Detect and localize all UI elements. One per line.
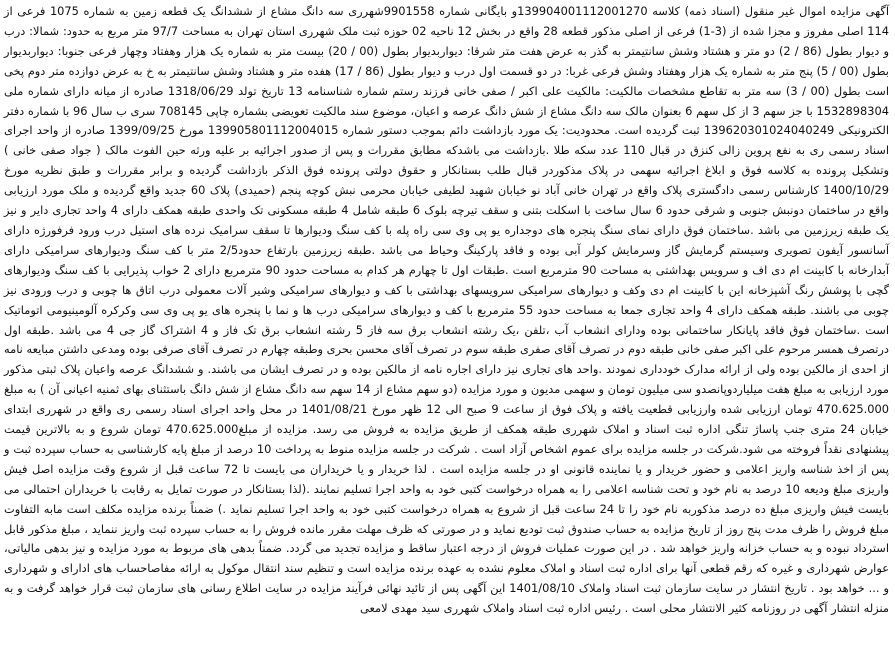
auction-notice-text: آگهی مزایده اموال غیر منقول (اسناد ذمه) کلاسه 139904001112001270و بایگانی شماره 9901558شهرری سه دانگ مشاع از ششدانگ یک قطعه زمین به شماره 1075 فرعی از 114 اصلی مفروز و مجزا شده از (3-1) فرعی از اصلی مذکور قطعه 28 واقع در بخش 12 ناحیه 02 حوزه ثبت ملک شهرری استان تهران به مساحت 97/7 متر مربع به حدود: شمالا: درب و دیوار بطول (86 / 2) دو متر و هشتاد وشش سانتیمتر به گذر به عرض هفت متر شرقا: دیواربدیوار بطول (00 / 20) بیست متر به شماره یک هزار وهفتاد وچهار فرعی جنوبا: دیواربدیوار بطول (00 / 5) پنج متر به شماره یک هزار وهفتاد وشش فرعی غربا: در دو قسمت اول درب و دیوار بطول (86 / 17) هفده متر و هشتاد وشش سانتیمتر به خ به عرض دوازده متر دوم پخی است بطول (00 / 3) سه متر به تقاطع مشخصات مالکیت: مالکیت علی اکبر / صفی خانی فرزند رستم شماره شناسنامه 13 تاریخ تولد 1318/06/29 صادره از میانه دارای شماره ملی 1532898304 با جز سهم 3 از کل سهم 6 بعنوان مالک سه دانگ مشاع از شش دانگ عرصه و اعیان، موضوع سند مالکیت تعویضی بشماره چاپی 708145 سری ب سال 96 با شماره دفتر الکترونیکی 139620301024040249 ثبت گردیده است. محدودیت: یک مورد بازداشت دائم بموجب دستور شماره 139905801112004015 مورخ 1399/09/25 صادره از واحد اجرای اسناد رسمی ری به نفع پروین زالی کنزق در قبال 110 عدد سکه طلا .بازداشت می باشدکه مطابق مقررات و پس از صدور اجرائیه بر علیه ورثه حین الفوت مالک ( جواد صفی خانی ) وتشکیل پرونده به کلاسه فوق و ابلاغ اجرائیه سهمی در پلاک مذکوردر قبال طلب بستانکار و حقوق دولتی پرونده فوق الذکر بازداشت گردیده و برابر مقررات و طبق نظریه مورخ 1400/10/29 کارشناس رسمی دادگستری پلاک واقع در تهران خانی آباد نو خیابان شهید لطیفی خیابان محرمی نبش کوچه پنجم (حمیدی) پلاک 60 جدید واقع گردیده و ملک مورد ارزیابی واقع در ساختمان دونبش جنوبی و شرقی حدود 6 سال ساخت با اسکلت بتنی و سقف تیرچه بلوک 6 طبقه شامل 4 طبقه مسکونی تک واحدی طبقه همکف دارای 4 واحد تجاری دایر و نیز یک طبقه زیرزمین می باشد .ساختمان فوق دارای نمای سنگ پنجره های دوجداره یو پی وی سی راه پله با کف سنگ ودیوارها تا سقف سرامیک نرده های استیل درب ورود فرفورژه دارای آسانسور آیفون تصویری وسیستم گرمایش گاز وسرمایش کولر آبی بوده و فاقد پارکینگ وحیاط می باشد .طبقه زیرزمین بارتفاع حدود2/5 متر با کف سنگ ودیوارهای سرامیکی دارای آبدارخانه با کابینت ام دی اف و سرویس بهداشتی به مساحت 90 مترمربع است .طبقات اول تا چهارم هر کدام به مساحت حدود 90 مترمربع دارای 2 خواب پذیرایی با کف سنگ ودیوارهای گچی با پوشش رنگ آشپزخانه این با کابینت ام دی وکف و دیوارهای سرامیکی سرویسهای بهداشتی با کف و دیوارهای سرامیکی وشیر آلات معمولی درب اتاق ها چوبی و درب ورودی نیز چوبی می باشند. طبقه همکف دارای 4 واحد تجاری جمعا به مساحت حدود 55 مترمربع با کف و دیوارهای سرامیکی درب ها و نما با پنجره های یو پی وی سی وکرکره آلومینیومی اتوماتیک است .ساختمان فوق فاقد پایانکار ساختمانی بوده ودارای انشعاب آب ،تلفن ،یک رشته انشعاب برق سه فاز 5 رشته انشعاب برق تک فاز و 4 اشتراک گاز جی 4 می باشد .طبقه اول درتصرف همسر مرحوم علی اکبر صفی خانی طبقه دوم در تصرف آقای صفری طبقه سوم در تصرف آقای محسن بحری وطبقه چهارم در تصرف آقای صرفی بوده ومدعی داشتن مبایعه نامه از احدی از مالکین بوده ولی از ارائه مدارک خودداری نمودند .واحد های تجاری نیز دارای اجاره نامه از مالکین بوده و در تصرف ایشان می باشند. و ششدانگ عرصه واعیان پلاک ثبتی مذکور مورد ارزیابی به مبلغ هفت میلیاردوپانصدو سی میلیون تومان و سهمی مدیون و مورد مزایده (دو سهم مشاع از 14 سهم سه دانگ مشاع از شش دانگ باستثنای بهای ثمنیه اعیانی آن ) به مبلغ 470.625.000 تومان ارزیابی شده وارزیابی قطعیت یافته و پلاک فوق از ساعت 9 صبح الی 12 ظهر مورخ 1401/08/21 در محل واحد اجرای اسناد رسمی ری واقع در شهرری ابتدای خیابان 24 متری جنب پاساژ تنگی اداره ثبت اسناد و املاک شهرری طبقه همکف از طریق مزایده به فروش می رسد. مزایده از مبلغ470.625.000 تومان شروع و به بالاترین قیمت پیشنهادی نقداً فروخته می شود.شرکت در جلسه مزایده برای عموم اشخاص آزاد است . شرکت در جلسه مزایده منوط به پرداخت 10 درصد از مبلغ پایه کارشناسی به حساب سپرده ثبت و پس از اخذ شناسه واریز اعلامی و حضور خریدار و یا نماینده قانونی او در جلسه مزایده است . لذا خریدار و یا خریداران می بایست تا 72 ساعت قبل از شروع وقت مزایده اصل فیش واریزی مبلغ ودیعه 10 درصد به نام خود و تحت شناسه اعلامی را به همراه درخواست کتبی خود به واحد اجرا تسلیم نمایند .(لذا بستانکار در صورت تمایل به رقابت با خریداران احتمالی می بایست فیش واریزی مبلغ ده درصد مذکوربه نام خود را تا 24 ساعت قبل از شروع به همراه درخواست کتبی خود به واحد اجرا تسلیم نماید .) ضمناً برنده مزایده مکلف است مابه التفاوت مبلغ فروش را ظرف مدت پنج روز از تاریخ مزایده به حساب صندوق ثبت تودیع نماید و در صورتی که ظرف مهلت مقرر مانده فروش را به حساب سپرده ثبت واریز ننماید ، مبلغ مذکور قابل استرداد نبوده و به حساب خزانه واریز خواهد شد . در این صورت عملیات فروش از درجه اعتبار ساقط و مزایده تجدید می گردد. ضمناً بدهی های مربوط به مورد مزایده و نیز بدهی مالیاتی، عوارض شهرداری و غیره که رقم قطعی آنها برای اداره ثبت اسناد و املاک معلوم نشده به عهده برنده مزایده است و تنظیم سند انتقال موکول به ارائه مفاصاحساب های ادارای و شهرداری و ... خواهد بود . تاریخ انتشار در سایت سازمان ثبت اسناد واملاک 1401/08/10 این آگهی پس از تائید نهائی فرآیند مزایده در سایت اطلاع رسانی های سازمان ثبت قرار خواهد گرفت و به منزله انتشار آگهی در روزنامه کثیر الانتشار محلی است . رئیس اداره ثبت اسناد واملاک شهرری سید مهدی لامعی: [4, 4, 890, 616]
auction-notice-document: [4, 2, 889, 648]
